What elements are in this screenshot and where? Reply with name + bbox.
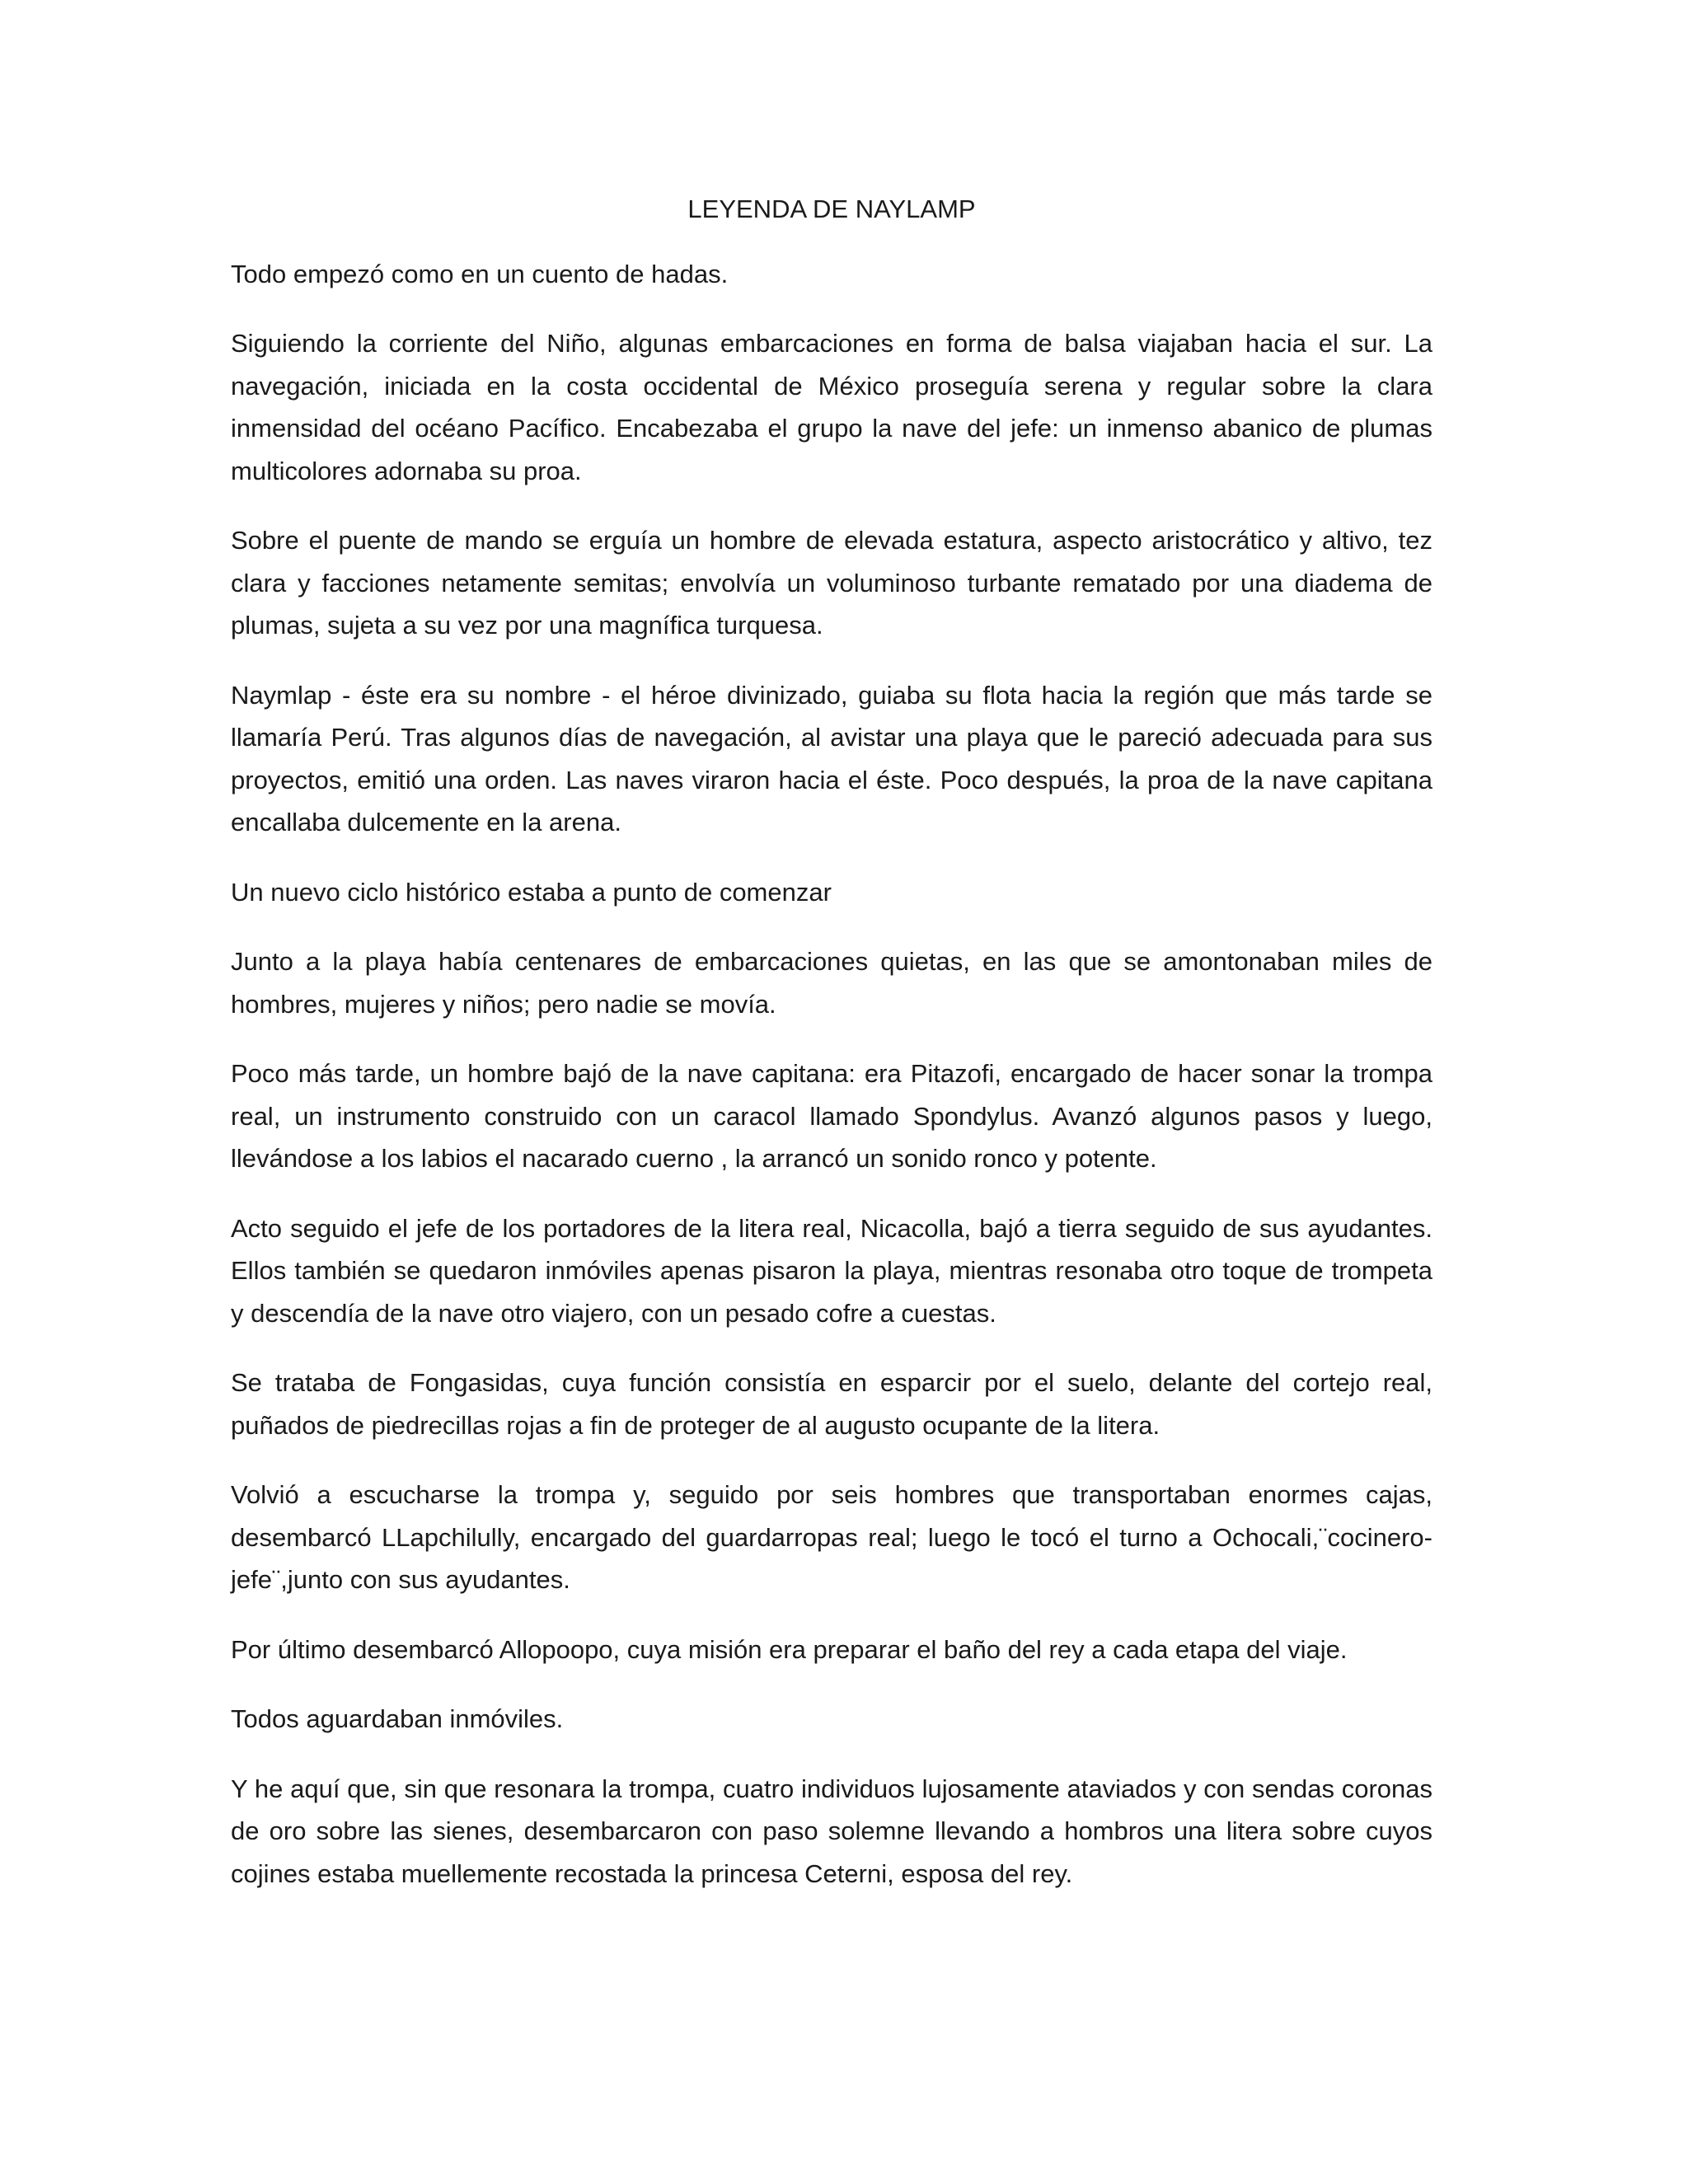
paragraph-waiting: Todos aguardaban inmóviles.: [231, 1704, 564, 1733]
paragraph-naymlap-landing: Naymlap - éste era su nombre - el héroe divinizado, guiaba su flota hacia la región que más tarde se llamaría Perú. Tras algunos días de navegación, al avistar una playa que le pareció adecuada para sus proyectos, emitió una orden. Las naves viraron hacia el éste. Poco después, la proa de la nave capitana encallaba dulcemente en la arena.: [231, 680, 1432, 837]
paragraph-intro: Todo empezó como en un cuento de hadas.: [231, 259, 729, 288]
paragraph-llapchilully: Volvió a escucharse la trompa y, seguido por seis hombres que transportaban enormes cajas, desembarcó LLapchilully, encargado del guardarropas real; luego le tocó el turno a Ochocali,¨cocinero-jefe¨,junto con sus ayudantes.: [231, 1480, 1432, 1594]
document-body: [231, 188, 1432, 1922]
paragraph-pitazofi: Poco más tarde, un hombre bajó de la nave capitana: era Pitazofi, encargado de hacer sonar la trompa real, un instrumento construido con un caracol llamado Spondylus. Avanzó algunos pasos y luego, llevándose a los labios el nacarado cuerno , la arrancó un sonido ronco y potente.: [231, 1059, 1432, 1173]
paragraph-leader-description: Sobre el puente de mando se erguía un hombre de elevada estatura, aspecto aristocrático y altivo, tez clara y facciones netamente semitas; envolvía un voluminoso turbante rematado por una diadema de plumas, sujeta a su vez por una magnífica turquesa.: [231, 526, 1432, 640]
paragraph-nicacolla: Acto seguido el jefe de los portadores de la litera real, Nicacolla, bajó a tierra seguido de sus ayudantes. Ellos también se quedaron inmóviles apenas pisaron la playa, mientras resonaba otro toque de trompeta y descendía de la nave otro viajero, con un pesado cofre a cuestas.: [231, 1213, 1432, 1328]
document-title: LEYENDA DE NAYLAMP: [687, 194, 976, 223]
paragraph-new-cycle: Un nuevo ciclo histórico estaba a punto de comenzar: [231, 877, 832, 907]
paragraph-voyage: Siguiendo la corriente del Niño, algunas embarcaciones en forma de balsa viajaban hacia el sur. La navegación, iniciada en la costa occidental de México proseguía serena y regular sobre la clara inmensidad del océano Pacífico. Encabezaba el grupo la nave del jefe: un inmenso abanico de plumas multicolores adornaba su proa.: [231, 329, 1432, 485]
paragraph-allopoopo: Por último desembarcó Allopoopo, cuya misión era preparar el baño del rey a cada etapa del viaje.: [231, 1634, 1348, 1664]
paragraph-fongasidas: Se trataba de Fongasidas, cuya función consistía en esparcir por el suelo, delante del cortejo real, puñados de piedrecillas rojas a fin de proteger de al augusto ocupante de la litera.: [231, 1368, 1432, 1440]
paragraph-ceterni: Y he aquí que, sin que resonara la trompa, cuatro individuos lujosamente ataviados y con sendas coronas de oro sobre las sienes, desembarcaron con paso solemne llevando a hombros una litera sobre cuyos cojines estaba muellemente recostada la princesa Ceterni, esposa del rey.: [231, 1774, 1432, 1888]
paragraph-beach-crowd: Junto a la playa había centenares de embarcaciones quietas, en las que se amontonaban miles de hombres, mujeres y niños; pero nadie se movía.: [231, 947, 1432, 1019]
